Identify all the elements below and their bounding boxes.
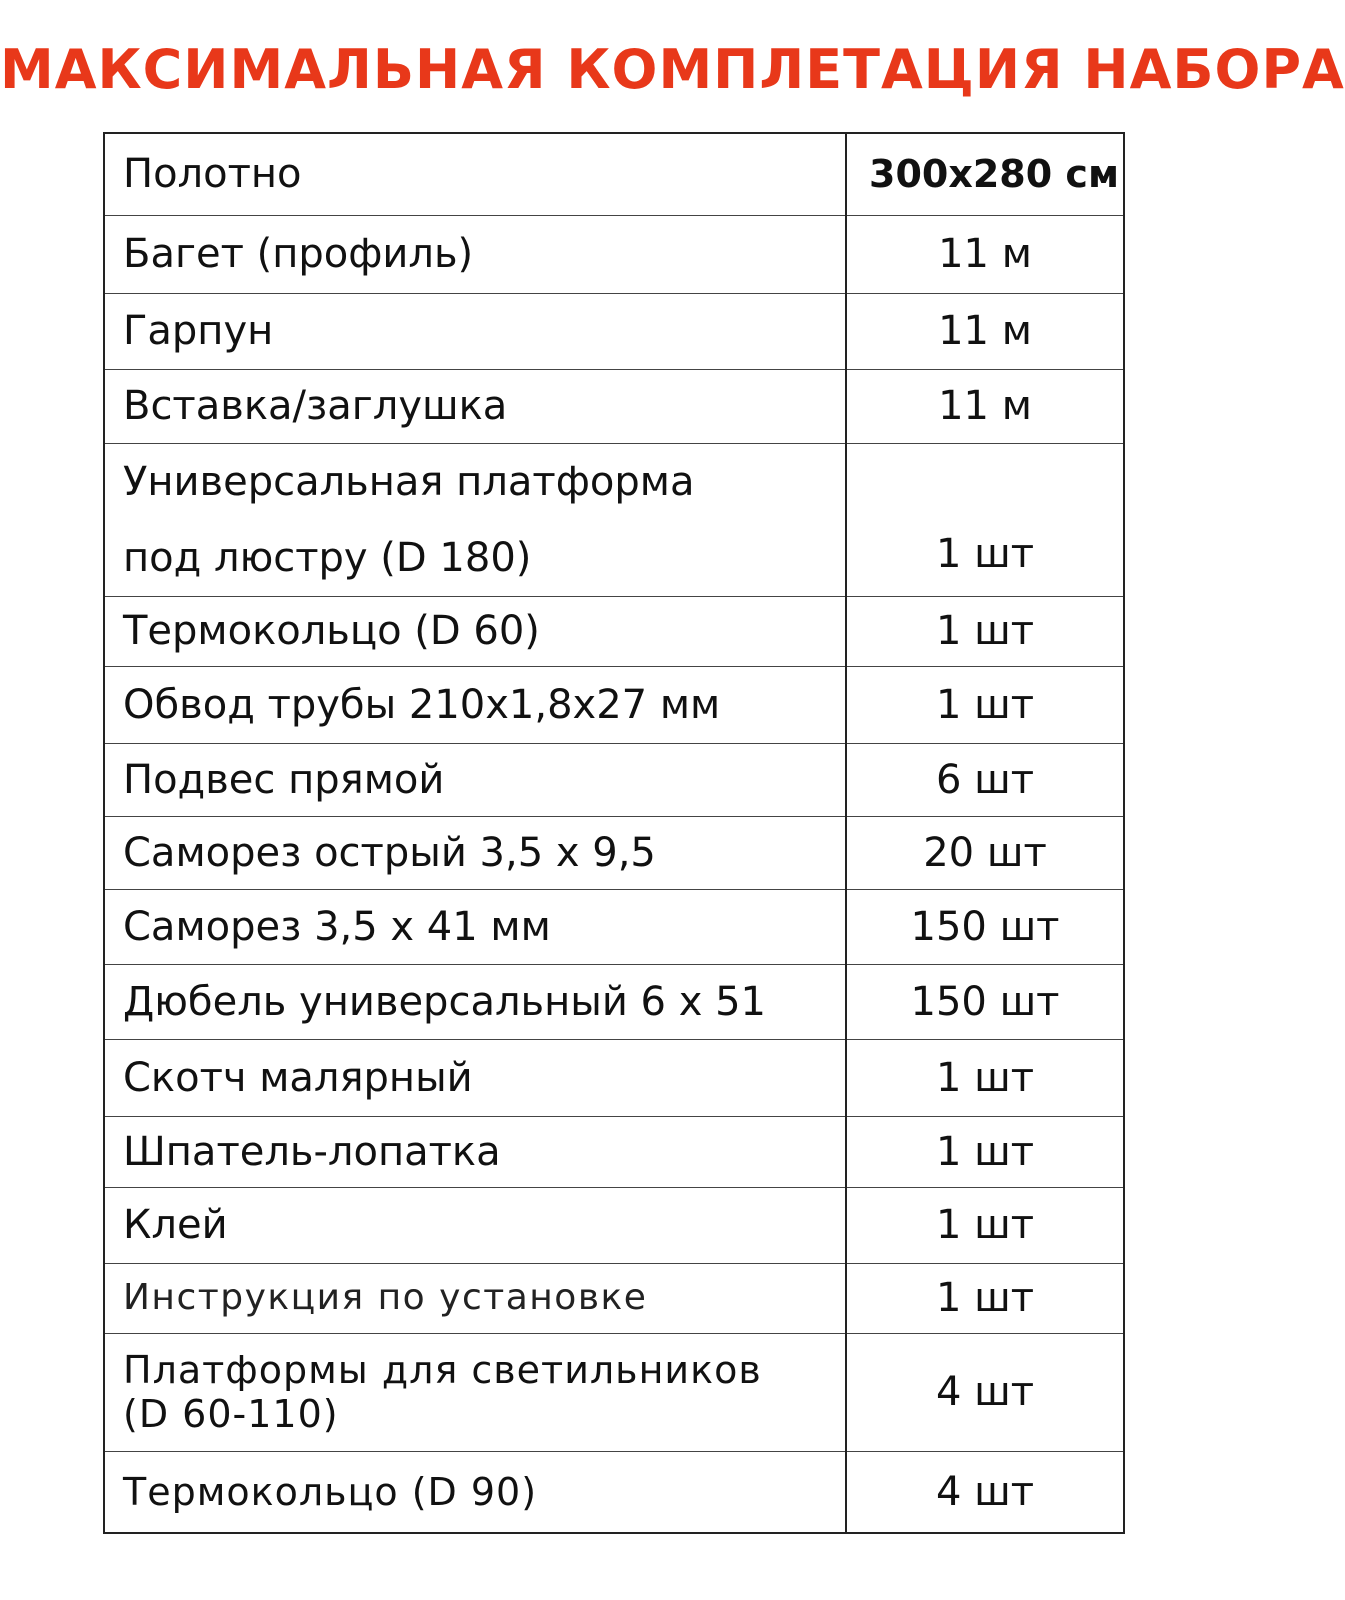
item-quantity: 6 шт [846,743,1124,816]
table-row [104,666,1124,743]
item-quantity: 11 м [846,369,1124,443]
item-name: Термокольцо (D 90) [104,1451,846,1533]
item-name: Инструкция по установке [104,1263,846,1333]
table-row [104,743,1124,816]
item-name: Термокольцо (D 60) [104,596,846,666]
item-name: Клей [104,1187,846,1263]
kit-contents-table [103,132,1125,1534]
item-quantity: 1 шт [846,1187,1124,1263]
table-row [104,215,1124,293]
item-name-line: (D 60-110) [123,1392,339,1436]
item-name: Саморез острый 3,5 х 9,5 [104,816,846,889]
item-quantity: 1 шт [846,1039,1124,1116]
table-row [104,1451,1124,1533]
item-quantity: 1 шт [846,1263,1124,1333]
table-row [104,1333,1124,1451]
item-name: Вставка/заглушка [104,369,846,443]
item-name: Подвес прямой [104,743,846,816]
item-quantity: 4 шт [846,1333,1124,1451]
table-row [104,443,1124,596]
item-name-line: Платформы для светильников [123,1348,762,1392]
table-row [104,816,1124,889]
item-name: Скотч малярный [104,1039,846,1116]
item-name: Дюбель универсальный 6 х 51 [104,964,846,1039]
table-row [104,369,1124,443]
item-name: Саморез 3,5 х 41 мм [104,889,846,964]
item-quantity: 1 шт [846,596,1124,666]
table-row [104,1187,1124,1263]
item-name [104,1333,846,1451]
table-row [104,889,1124,964]
table-row [104,1039,1124,1116]
table-row [104,964,1124,1039]
table-row [104,133,1124,215]
item-name: Полотно [104,133,846,215]
item-name [104,443,846,596]
item-quantity: 20 шт [846,816,1124,889]
page-title: МАКСИМАЛЬНАЯ КОМПЛЕТАЦИЯ НАБОРА [0,38,1345,101]
item-quantity: 150 шт [846,889,1124,964]
table-row [104,293,1124,369]
item-quantity: 1 шт [846,1116,1124,1187]
item-name-line: Универсальная платформа [123,458,695,505]
table-row [104,1263,1124,1333]
item-name: Обвод трубы 210х1,8х27 мм [104,666,846,743]
item-quantity: 4 шт [846,1451,1124,1533]
table-row [104,1116,1124,1187]
item-name: Шпатель-лопатка [104,1116,846,1187]
item-quantity: 1 шт [846,666,1124,743]
item-quantity: 11 м [846,215,1124,293]
item-name: Гарпун [104,293,846,369]
item-quantity: 11 м [846,293,1124,369]
table-row [104,596,1124,666]
item-quantity: 300х280 см [846,133,1124,215]
item-name: Багет (профиль) [104,215,846,293]
item-name-line: под люстру (D 180) [123,534,532,581]
item-quantity: 1 шт [846,443,1124,596]
item-quantity: 150 шт [846,964,1124,1039]
